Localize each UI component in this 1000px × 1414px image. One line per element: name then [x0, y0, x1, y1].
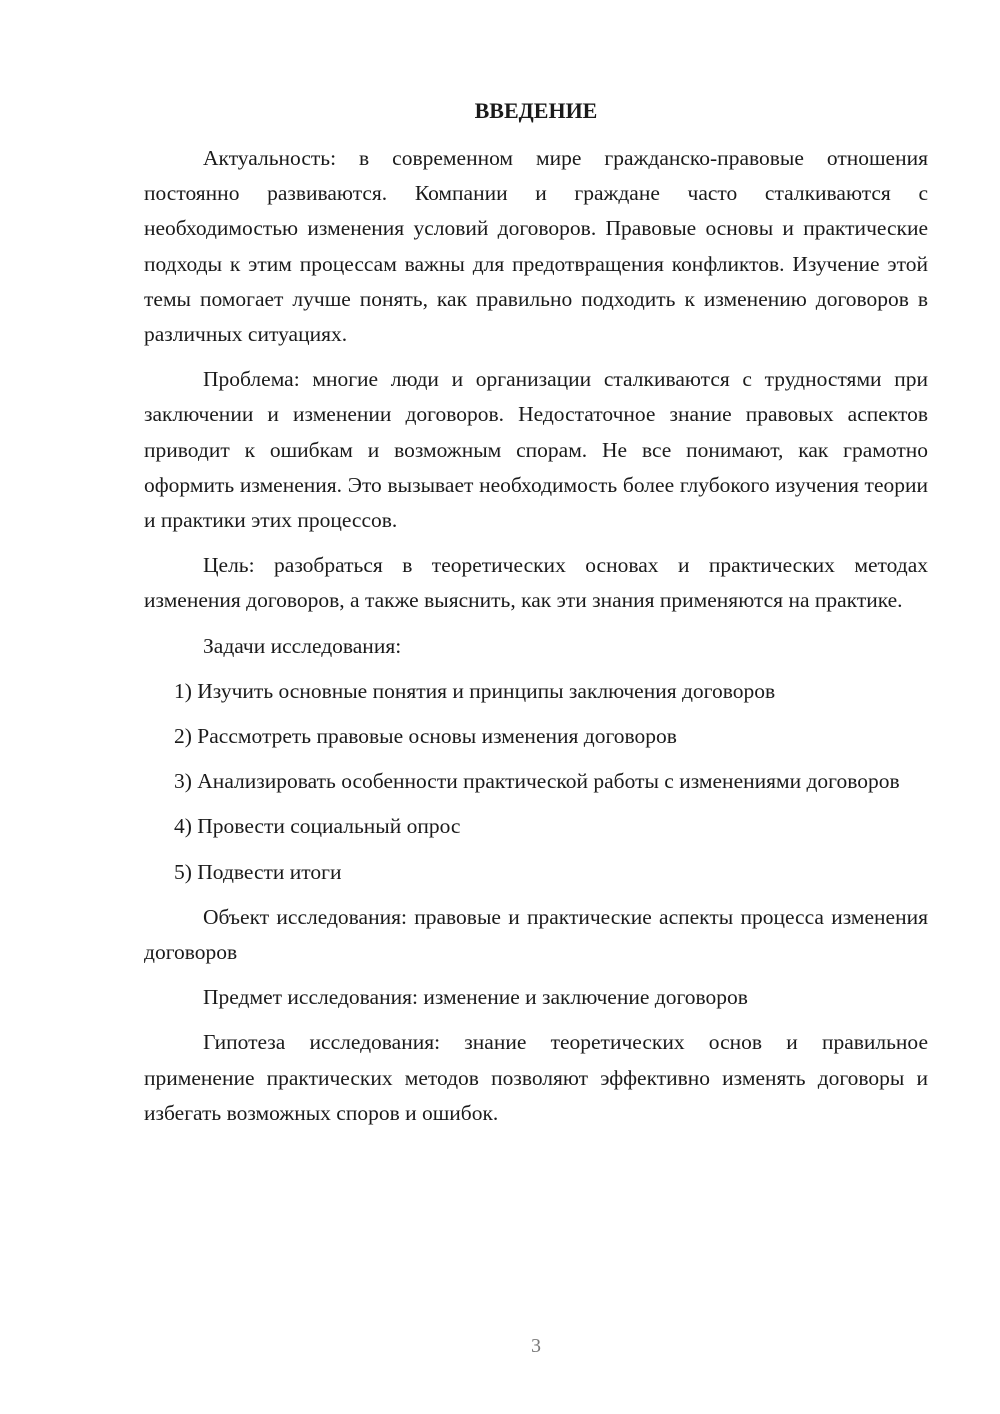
task-item-1: 1) Изучить основные понятия и принципы заключения договоров — [174, 678, 776, 703]
page-content — [144, 94, 928, 1141]
task-item-3: 3) Анализировать особенности практической работы с изменениями договоров — [174, 769, 900, 794]
problem-paragraph: Проблема: многие люди и организации сталкиваются с трудностями при заключении и изменении договоров. Недостаточное знание правовых аспектов приводит к ошибкам и возможным спорам. Не все понимают, как грамотно оформить изменения. Это вызывает необходимость более глубокого изучения теории и практики этих процессов. — [144, 367, 928, 533]
object-paragraph: Объект исследования: правовые и практические аспекты процесса изменения договоров — [144, 904, 928, 965]
tasks-heading: Задачи исследования: — [203, 633, 402, 658]
goal-paragraph: Цель: разобраться в теоретических основах и практических методах изменения договоров, а также выяснить, как эти знания применяются на практике. — [144, 553, 928, 613]
task-item-5: 5) Подвести итоги — [174, 859, 342, 884]
relevance-paragraph: Актуальность: в современном мире гражданско-правовые отношения постоянно развиваются. Компании и граждане часто сталкиваются с необходимостью изменения условий договоров. Правовые основы и практические подходы к этим процессам важны для предотвращения конфликтов. Изучение этой темы помогает лучше понять, как правильно подходить к изменению договоров в различных ситуациях. — [144, 146, 928, 347]
task-item-4: 4) Провести социальный опрос — [174, 814, 461, 839]
hypothesis-paragraph: Гипотеза исследования: знание теоретических основ и правильное применение практических методов позволяют эффективно изменять договоры и избегать возможных споров и ошибок. — [144, 1030, 928, 1125]
subject-paragraph: Предмет исследования: изменение и заключение договоров — [203, 985, 748, 1010]
task-item-2: 2) Рассмотреть правовые основы изменения договоров — [174, 724, 677, 749]
page-number: 3 — [531, 1335, 541, 1357]
page-title: ВВЕДЕНИЕ — [474, 98, 598, 123]
